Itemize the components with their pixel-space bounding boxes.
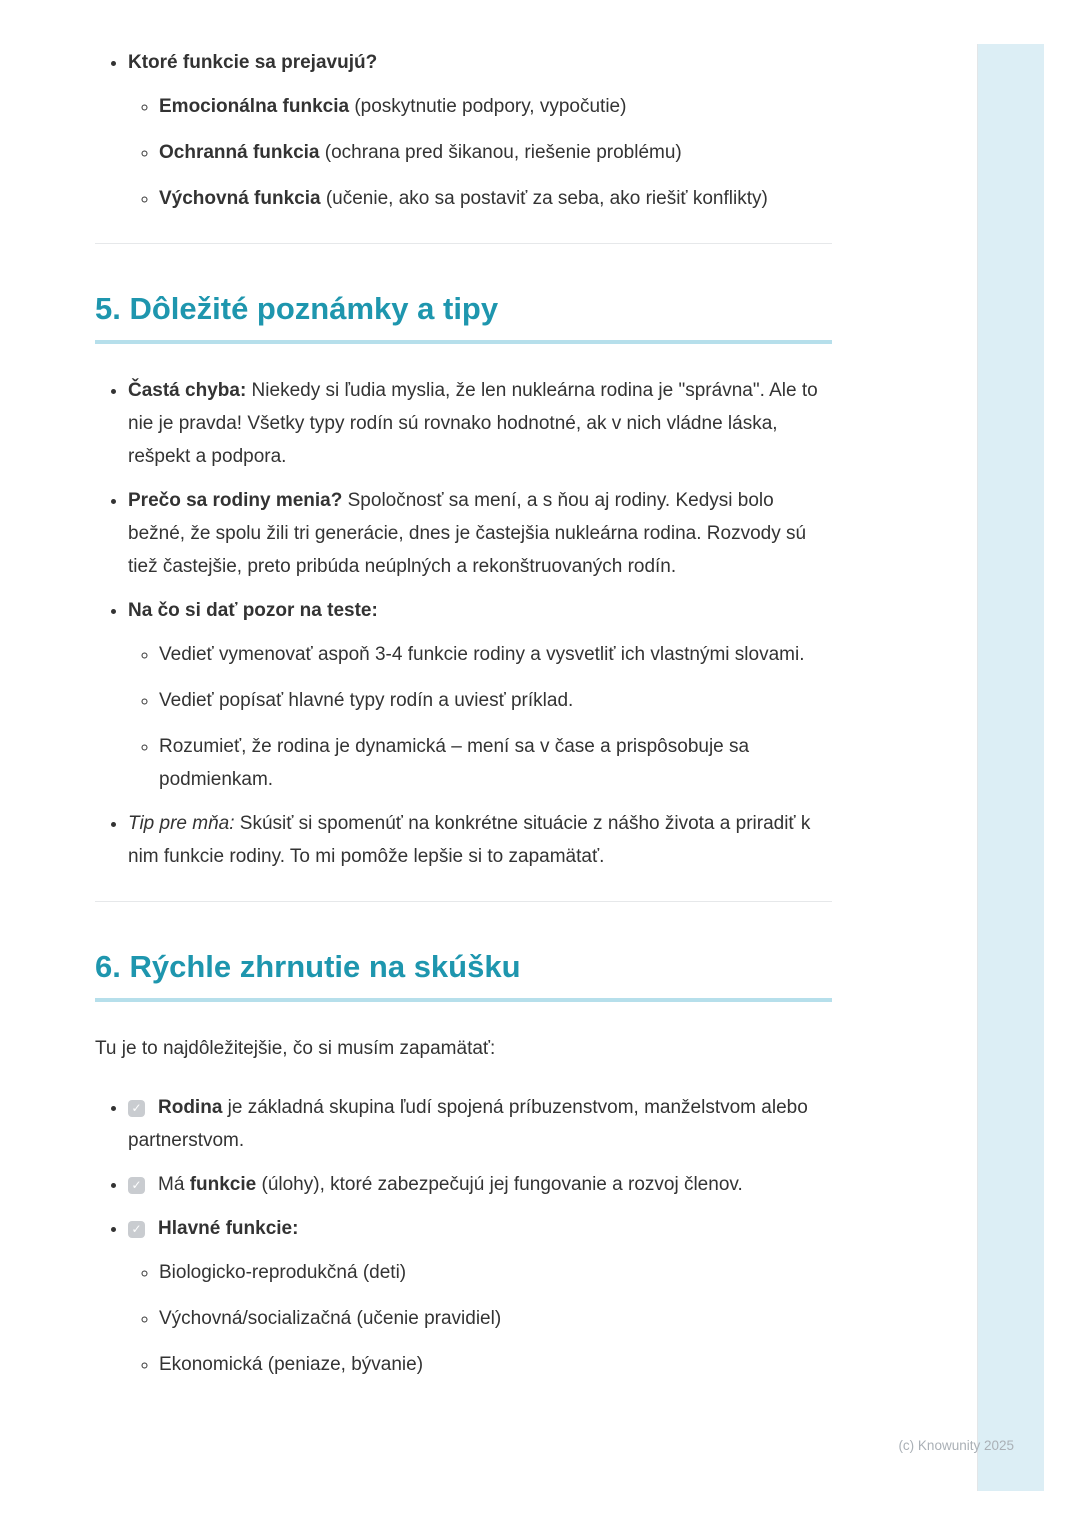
checkbox-icon: ✓ bbox=[128, 1221, 145, 1238]
section6-intro: Tu je to najdôležitejšie, čo si musím zapamätať: bbox=[95, 1038, 496, 1059]
section-divider bbox=[95, 243, 832, 244]
checklist-item bbox=[128, 1168, 832, 1201]
list-item bbox=[159, 136, 832, 169]
test-tips-sublist bbox=[128, 638, 832, 796]
item-text: je základná skupina ľudí spojená príbuzenstvom, manželstvom alebo partnerstvom. bbox=[128, 1097, 808, 1151]
list-item-title: Ktoré funkcie sa prejavujú? bbox=[128, 52, 378, 73]
section6-heading: 6. Rýchle zhrnutie na skúšku bbox=[95, 949, 521, 984]
checklist-item bbox=[128, 1212, 832, 1381]
checklist-item bbox=[128, 1091, 832, 1157]
list-item: ◦ Ekonomická (peniaze, bývanie) bbox=[159, 1348, 832, 1381]
list-item: ◦ Rozumieť, že rodina je dynamická – mení sa v čase a prispôsobuje sa podmienkam. bbox=[159, 730, 832, 796]
bullet-text: Niekedy si ľudia myslia, že len nukleárna rodina je "správna". Ale to nie je pravda! Všetky typy rodín sú rovnako hodnotné, ak v nich vládne láska, rešpekt a podpora. bbox=[128, 380, 818, 467]
functions-sublist bbox=[128, 90, 832, 215]
bullet-lead: Na čo si dať pozor na teste: bbox=[128, 600, 378, 621]
term: Ochranná funkcia bbox=[159, 142, 320, 163]
list-item bbox=[128, 46, 832, 215]
list-item: ◦ Výchovná/socializačná (učenie pravidiel) bbox=[159, 1302, 832, 1335]
item-text: (úlohy), ktoré zabezpečujú jej fungovanie a rozvoj členov. bbox=[256, 1174, 743, 1195]
list-item bbox=[159, 182, 832, 215]
term-desc: (poskytnutie podpory, vypočutie) bbox=[349, 96, 627, 117]
term-desc: (ochrana pred šikanou, riešenie problému) bbox=[319, 142, 682, 163]
heading-underline bbox=[95, 998, 832, 1002]
section5-list bbox=[95, 374, 832, 873]
side-accent-strip bbox=[977, 44, 1044, 1491]
bullet-text: Spoločnosť sa mení, a s ňou aj rodiny. Kedysi bolo bežné, že spolu žili tri generácie, dnes je častejšia nukleárna rodina. Rozvody sú tiež častejšie, preto pribúda neúplných a rekonštruovaných rodín. bbox=[128, 490, 807, 577]
bullet-lead: Častá chyba: bbox=[128, 380, 247, 401]
summary-checklist bbox=[95, 1091, 832, 1381]
checkbox-icon: ✓ bbox=[128, 1177, 145, 1194]
copyright-watermark: (c) Knowunity 2025 bbox=[898, 1438, 1014, 1453]
list-item: ◦ Biologicko-reprodukčná (deti) bbox=[159, 1256, 832, 1289]
main-functions-sublist bbox=[128, 1256, 832, 1381]
heading-underline bbox=[95, 340, 832, 344]
item-prefix: Má bbox=[158, 1174, 190, 1195]
term-desc: (učenie, ako sa postaviť za seba, ako riešiť konflikty) bbox=[320, 188, 768, 209]
functions-list bbox=[95, 46, 832, 215]
tip-lead: Tip pre mňa: bbox=[128, 813, 235, 834]
list-item bbox=[128, 374, 832, 473]
item-term: funkcie bbox=[189, 1174, 257, 1195]
item-term: Rodina bbox=[158, 1097, 223, 1118]
checkbox-icon: ✓ bbox=[128, 1100, 145, 1117]
bullet-text: Skúsiť si spomenúť na konkrétne situácie z nášho života a priradiť k nim funkcie rodiny. To mi pomôže lepšie si to zapamätať. bbox=[128, 813, 811, 867]
item-term: Hlavné funkcie: bbox=[158, 1218, 299, 1239]
term: Emocionálna funkcia bbox=[159, 96, 350, 117]
list-item bbox=[128, 484, 832, 583]
term: Výchovná funkcia bbox=[159, 188, 321, 209]
list-item bbox=[128, 594, 832, 796]
list-item: ◦ Vedieť popísať hlavné typy rodín a uviesť príklad. bbox=[159, 684, 832, 717]
list-item: ◦ Vedieť vymenovať aspoň 3-4 funkcie rodiny a vysvetliť ich vlastnými slovami. bbox=[159, 638, 832, 671]
section-divider bbox=[95, 901, 832, 902]
bullet-lead: Prečo sa rodiny menia? bbox=[128, 490, 343, 511]
page-content bbox=[95, 46, 832, 1392]
list-item bbox=[128, 807, 832, 873]
list-item bbox=[159, 90, 832, 123]
section5-heading: 5. Dôležité poznámky a tipy bbox=[95, 291, 499, 326]
